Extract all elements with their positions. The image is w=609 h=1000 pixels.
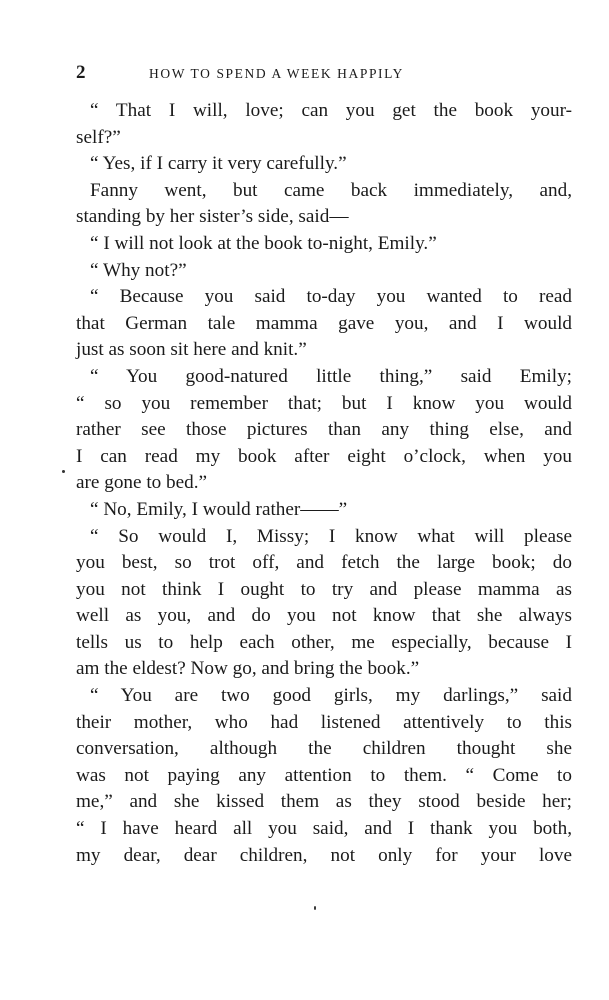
text-line: I can read my book after eight o’clock, when you [76, 445, 572, 467]
text-line: conversation, although the children thought she [76, 738, 572, 760]
text-line: well as you, and do you not know that she always [76, 605, 572, 627]
text-line: you best, so trot off, and fetch the large book; do [76, 552, 572, 574]
text-line: standing by her sister’s side, said— [76, 206, 349, 228]
text-line: just as soon sit here and knit.” [76, 339, 307, 361]
text-line: “ I will not look at the book to-night, Emily.” [90, 232, 437, 254]
text-line: tells us to help each other, me especially, because I [76, 631, 572, 653]
text-line: “ You are two good girls, my darlings,” said [90, 685, 572, 707]
page-number: 2 [76, 62, 86, 83]
text-line: was not paying any attention to them. “ Come to [76, 764, 572, 786]
running-title: HOW TO SPEND A WEEK HAPPILY [149, 66, 404, 81]
text-line: “ That I will, love; can you get the book your- [90, 100, 572, 121]
text-line: me,” and she kissed them as they stood beside her; [76, 791, 572, 813]
text-line: that German tale mamma gave you, and I would [76, 312, 572, 334]
text-line: “ Because you said to-day you wanted to read [90, 286, 572, 308]
text-line: Fanny went, but came back immediately, and, [90, 179, 572, 201]
text-line: you not think I ought to try and please mamma as [76, 578, 572, 600]
text-line: my dear, dear children, not only for your love [76, 844, 572, 866]
print-speck [314, 906, 316, 910]
text-line: rather see those pictures than any thing else, and [76, 419, 572, 441]
text-line: “ Yes, if I carry it very carefully.” [90, 153, 347, 175]
running-head [76, 62, 572, 86]
body-text [76, 98, 572, 869]
text-line: their mother, who had listened attentively to this [76, 711, 572, 733]
text-line: “ So would I, Missy; I know what will please [90, 525, 572, 547]
text-line: “ No, Emily, I would rather——” [90, 498, 348, 520]
text-line: am the eldest? Now go, and bring the book.” [76, 658, 420, 680]
print-speck [62, 470, 65, 473]
text-line: “ so you remember that; but I know you would [76, 392, 572, 414]
text-line: self?” [76, 126, 121, 148]
text-line: are gone to bed.” [76, 472, 208, 494]
text-line: “ You good-natured little thing,” said Emily; [90, 365, 572, 387]
text-line: “ I have heard all you said, and I thank you both, [76, 818, 572, 840]
text-line: “ Why not?” [90, 259, 187, 281]
